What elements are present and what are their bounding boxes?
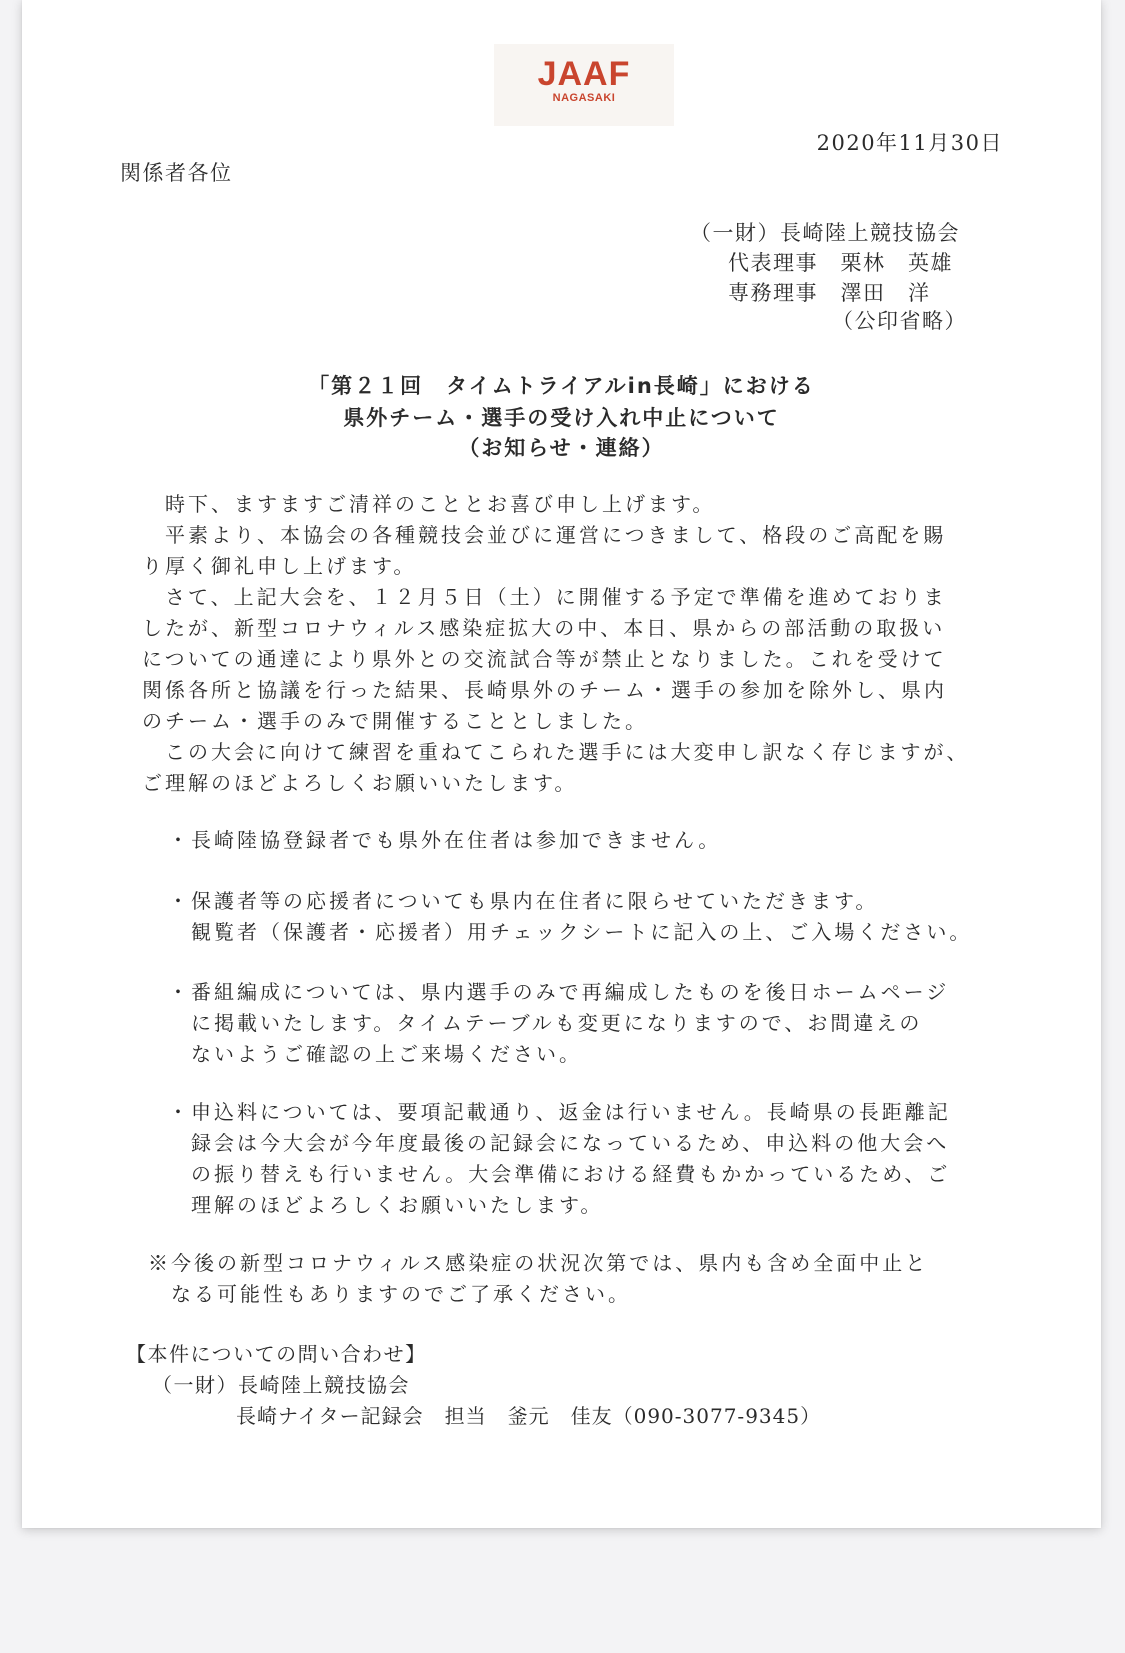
body-line: 時下、ますますご清祥のこととお喜び申し上げます。 (142, 492, 716, 516)
bullet-line: に掲載いたします。タイムテーブルも変更になりますので、お間違えの (168, 1011, 923, 1035)
bullet-program (168, 977, 1048, 1070)
cancellation-note (148, 1248, 1028, 1310)
body-line: り厚く御礼申し上げます。 (142, 554, 417, 578)
bullet-line: ・番組編成については、県内選手のみで再編成したものを後日ホームページ (168, 980, 950, 1004)
bullet-supporters (168, 886, 1048, 948)
note-line: ※今後の新型コロナウィルス感染症の状況次第では、県内も含め全面中止と (148, 1251, 929, 1275)
sender-executive-director: 専務理事 澤田 洋 (728, 281, 931, 305)
bullet-entry-fee (168, 1097, 1048, 1221)
sender-representative: 代表理事 栗林 英雄 (728, 251, 953, 275)
body-line: ご理解のほどよろしくお願いいたします。 (142, 771, 578, 795)
bullet-line: ・保護者等の応援者についても県内在住者に限らせていただきます。 (168, 889, 879, 913)
bullet-line: の振り替えも行いません。大会準備における経費もかかっているため、ご (168, 1162, 951, 1186)
document-page (22, 0, 1101, 1528)
document-date: 2020年11月30日 (816, 131, 1003, 155)
sender-organization: （一財）長崎陸上競技協会 (690, 221, 960, 245)
bullet-line: 観覧者（保護者・応援者）用チェックシートに記入の上、ご入場ください。 (168, 920, 973, 944)
bullet-out-of-prefecture-members (168, 825, 1048, 856)
bullet-line: 理解のほどよろしくお願いいたします。 (168, 1193, 604, 1217)
body-line: 関係各所と協議を行った結果、長崎県外のチーム・選手の参加を除外し、県内 (142, 678, 947, 702)
note-line: なる可能性もありますのでご了承ください。 (148, 1282, 631, 1306)
document-title-line3: （お知らせ・連絡） (458, 436, 665, 460)
bullet-line: ・申込料については、要項記載通り、返金は行いません。長崎県の長距離記 (168, 1100, 951, 1124)
contact-organization: （一財）長崎陸上競技協会 (152, 1373, 410, 1397)
document-title-line1: 「第２１回 タイムトライアルin長崎」における (308, 374, 815, 398)
logo-sub-text: NAGASAKI (552, 92, 616, 104)
seal-omitted-note: （公印省略） (832, 309, 967, 333)
jaaf-nagasaki-logo (494, 44, 674, 126)
logo-main-text: JAAF (537, 55, 631, 93)
bullet-line: 録会は今大会が今年度最後の記録会になっているため、申込料の他大会へ (168, 1131, 950, 1155)
contact-heading: 【本件についての問い合わせ】 (126, 1342, 427, 1366)
body-line: この大会に向けて練習を重ねてこられた選手には大変申し訳なく存じますが、 (142, 740, 970, 764)
body-line: のチーム・選手のみで開催することとしました。 (142, 709, 648, 733)
bullet-line: ないようご確認の上ご来場ください。 (168, 1042, 582, 1066)
body-line: 平素より、本協会の各種競技会並びに運営につきまして、格段のご高配を賜 (142, 523, 947, 547)
body-line: さて、上記大会を、１２月５日（土）に開催する予定で準備を進めておりま (142, 585, 947, 609)
contact-person: 長崎ナイター記録会 担当 釜元 佳友（090-3077-9345） (236, 1404, 822, 1428)
addressee: 関係者各位 (120, 161, 233, 185)
body-line: についての通達により県外との交流試合等が禁止となりました。これを受けて (142, 647, 947, 671)
body-line: したが、新型コロナウィルス感染症拡大の中、本日、県からの部活動の取扱い (142, 616, 946, 640)
document-title-line2: 県外チーム・選手の受け入れ中止について (343, 406, 780, 430)
bullet-line: ・長崎陸協登録者でも県外在住者は参加できません。 (168, 828, 722, 852)
body-paragraphs (142, 489, 1022, 799)
